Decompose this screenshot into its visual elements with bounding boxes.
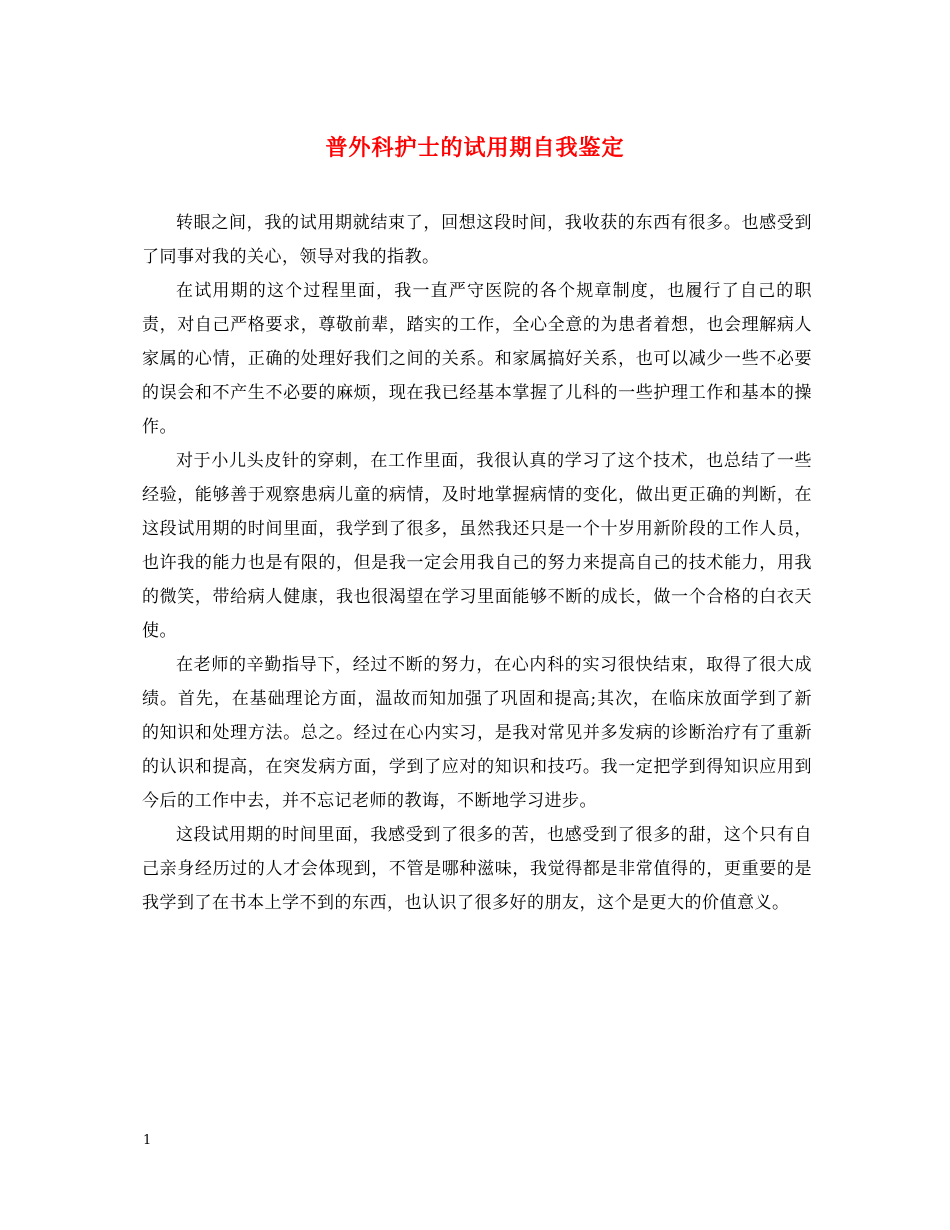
- paragraph-1: 转眼之间，我的试用期就结束了，回想这段时间，我收获的东西有很多。也感受到了同事对我的关心，领导对我的指教。: [142, 213, 812, 267]
- document-body: [142, 206, 812, 920]
- paragraph-3: 对于小儿头皮针的穿刺，在工作里面，我很认真的学习了这个技术，也总结了一些经验，能够善于观察患病儿童的病情，及时地掌握病情的变化，做出更正确的判断，在这段试用期的时间里面，我学到了很多，虽然我还只是一个十岁用新阶段的工作人员，也许我的能力也是有限的，但是我一定会用我自己的努力来提高自己的技术能力，用我的微笑，带给病人健康，我也很渴望在学习里面能够不断的成长，做一个合格的白衣天使。: [142, 451, 812, 641]
- page-number: 1: [143, 1133, 152, 1148]
- paragraph-4: 在老师的辛勤指导下，经过不断的努力，在心内科的实习很快结束，取得了很大成绩。首先，在基础理论方面，温故而知加强了巩固和提高;其次，在临床放面学到了新的知识和处理方法。总之。经过在心内实习，是我对常见并多发病的诊断治疗有了重新的认识和提高，在突发病方面，学到了应对的知识和技巧。我一定把学到得知识应用到今后的工作中去，并不忘记老师的教诲，不断地学习进步。: [142, 655, 812, 811]
- paragraph-5: 这段试用期的时间里面，我感受到了很多的苦，也感受到了很多的甜，这个只有自己亲身经历过的人才会体现到，不管是哪种滋味，我觉得都是非常值得的，更重要的是我学到了在书本上学不到的东西，也认识了很多好的朋友，这个是更大的价值意义。: [142, 825, 812, 913]
- paragraph-2: 在试用期的这个过程里面，我一直严守医院的各个规章制度，也履行了自己的职责，对自己严格要求，尊敬前辈，踏实的工作，全心全意的为患者着想，也会理解病人家属的心情，正确的处理好我们之间的关系。和家属搞好关系，也可以减少一些不必要的误会和不产生不必要的麻烦，现在我已经基本掌握了儿科的一些护理工作和基本的操作。: [142, 281, 812, 437]
- document-title: 普外科护士的试用期自我鉴定: [325, 135, 625, 161]
